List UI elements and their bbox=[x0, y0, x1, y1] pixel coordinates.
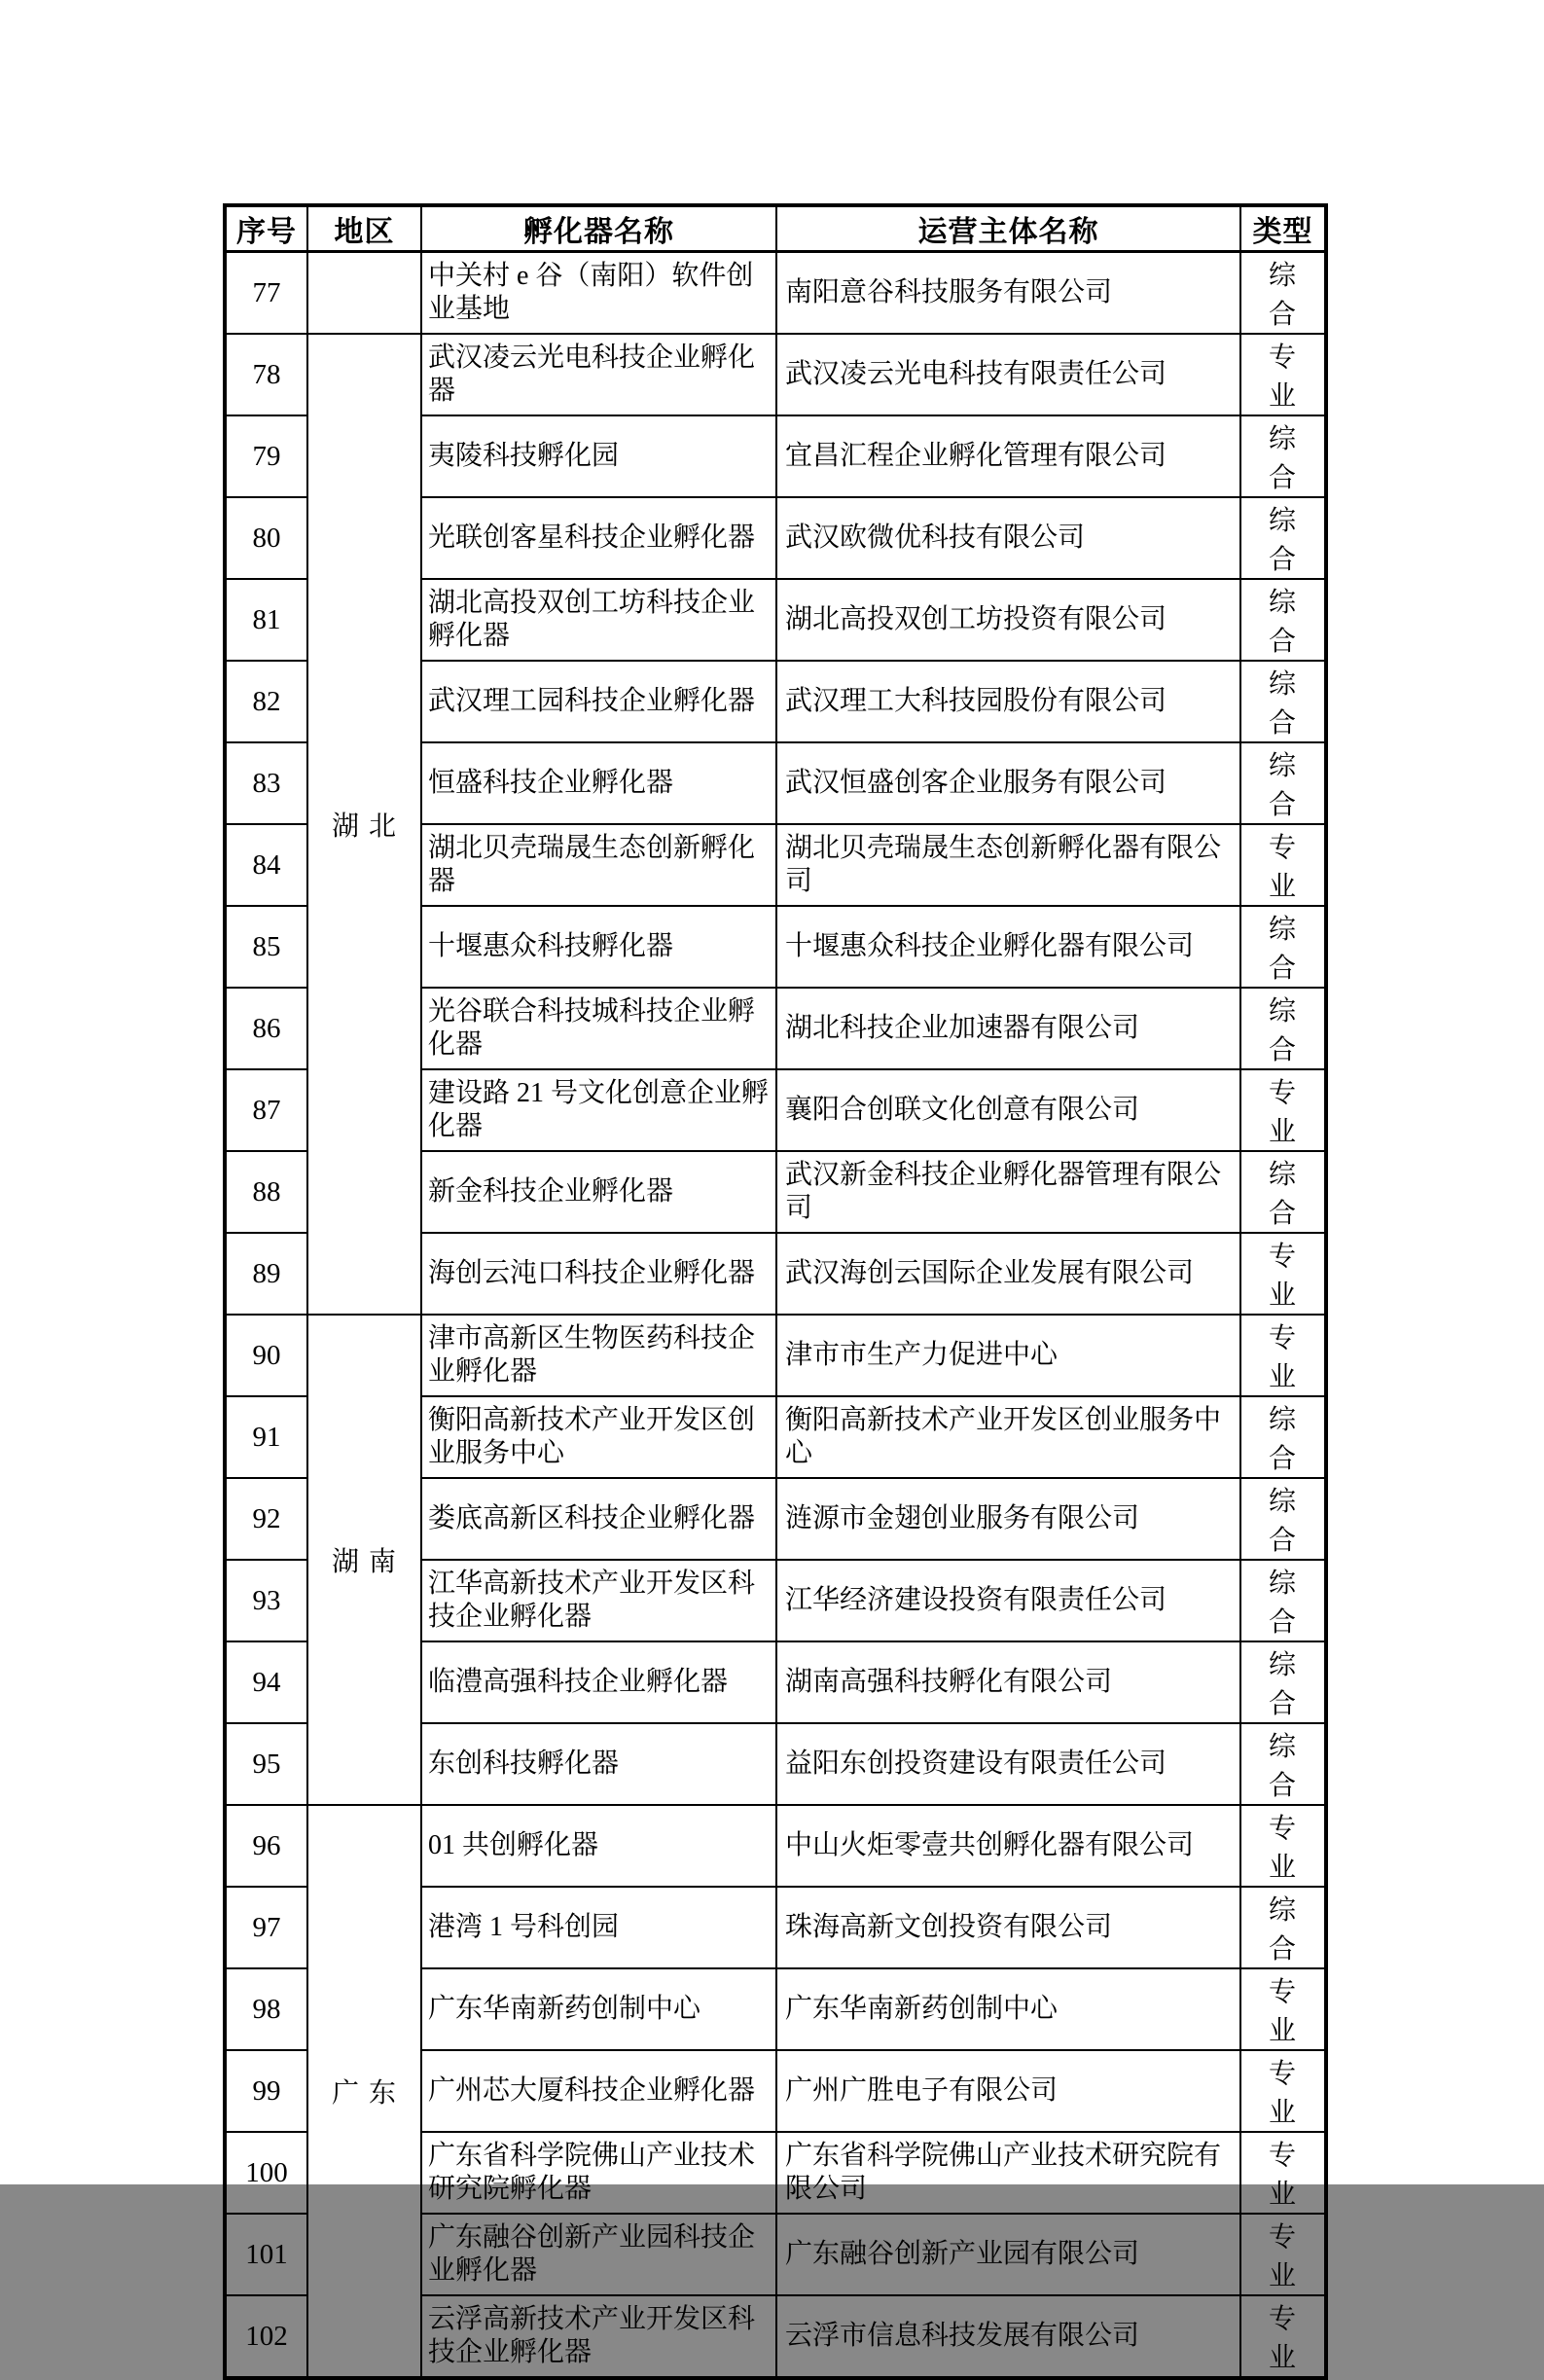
operator-name: 广东省科学院佛山产业技术研究院有限公司 bbox=[776, 2132, 1240, 2214]
row-number: 91 bbox=[225, 1396, 307, 1478]
incubator-type: 综合 bbox=[1240, 1560, 1326, 1641]
header-row bbox=[225, 205, 1326, 252]
table-body bbox=[225, 252, 1326, 2379]
incubator-type: 综合 bbox=[1240, 742, 1326, 824]
row-number: 95 bbox=[225, 1723, 307, 1805]
row-number: 78 bbox=[225, 334, 307, 415]
header-region: 地区 bbox=[307, 205, 421, 252]
row-number: 94 bbox=[225, 1641, 307, 1723]
incubator-type: 综合 bbox=[1240, 1887, 1326, 1968]
incubator-type: 综合 bbox=[1240, 1151, 1326, 1233]
operator-name: 南阳意谷科技服务有限公司 bbox=[776, 252, 1240, 335]
incubator-type: 专业 bbox=[1240, 2214, 1326, 2295]
incubator-type: 专业 bbox=[1240, 2050, 1326, 2132]
incubator-type: 综合 bbox=[1240, 497, 1326, 579]
operator-name: 津市市生产力促进中心 bbox=[776, 1315, 1240, 1396]
incubator-name: 港湾 1 号科创园 bbox=[421, 1887, 776, 1968]
row-number: 83 bbox=[225, 742, 307, 824]
incubator-type: 综合 bbox=[1240, 1396, 1326, 1478]
operator-name: 广州广胜电子有限公司 bbox=[776, 2050, 1240, 2132]
incubator-type: 专业 bbox=[1240, 334, 1326, 415]
operator-name: 湖北贝壳瑞晟生态创新孵化器有限公司 bbox=[776, 824, 1240, 906]
incubator-type: 综合 bbox=[1240, 415, 1326, 497]
operator-name: 襄阳合创联文化创意有限公司 bbox=[776, 1069, 1240, 1151]
operator-name: 十堰惠众科技企业孵化器有限公司 bbox=[776, 906, 1240, 988]
operator-name: 珠海高新文创投资有限公司 bbox=[776, 1887, 1240, 1968]
table-row bbox=[225, 334, 1326, 415]
row-number: 82 bbox=[225, 661, 307, 742]
incubator-name: 建设路 21 号文化创意企业孵化器 bbox=[421, 1069, 776, 1151]
incubator-type: 综合 bbox=[1240, 579, 1326, 661]
incubator-name: 中关村 e 谷（南阳）软件创业基地 bbox=[421, 252, 776, 335]
row-number: 86 bbox=[225, 988, 307, 1069]
row-number: 102 bbox=[225, 2295, 307, 2378]
row-number: 79 bbox=[225, 415, 307, 497]
table-row bbox=[225, 1315, 1326, 1396]
incubator-table bbox=[223, 203, 1328, 2380]
row-number: 100 bbox=[225, 2132, 307, 2214]
operator-name: 益阳东创投资建设有限责任公司 bbox=[776, 1723, 1240, 1805]
incubator-name: 武汉理工园科技企业孵化器 bbox=[421, 661, 776, 742]
operator-name: 武汉海创云国际企业发展有限公司 bbox=[776, 1233, 1240, 1315]
header-incubator-name: 孵化器名称 bbox=[421, 205, 776, 252]
row-number: 88 bbox=[225, 1151, 307, 1233]
operator-name: 江华经济建设投资有限责任公司 bbox=[776, 1560, 1240, 1641]
incubator-type: 综合 bbox=[1240, 1478, 1326, 1560]
incubator-name: 湖北贝壳瑞晟生态创新孵化器 bbox=[421, 824, 776, 906]
operator-name: 武汉欧微优科技有限公司 bbox=[776, 497, 1240, 579]
row-number: 89 bbox=[225, 1233, 307, 1315]
region-cell-empty bbox=[307, 252, 421, 335]
incubator-type: 综合 bbox=[1240, 906, 1326, 988]
region-cell-hubei: 湖北 bbox=[307, 334, 421, 1315]
header-type: 类型 bbox=[1240, 205, 1326, 252]
incubator-name: 光联创客星科技企业孵化器 bbox=[421, 497, 776, 579]
incubator-name: 广东华南新药创制中心 bbox=[421, 1968, 776, 2050]
row-number: 92 bbox=[225, 1478, 307, 1560]
row-number: 98 bbox=[225, 1968, 307, 2050]
incubator-type: 专业 bbox=[1240, 1805, 1326, 1887]
row-number: 85 bbox=[225, 906, 307, 988]
incubator-name: 恒盛科技企业孵化器 bbox=[421, 742, 776, 824]
incubator-name: 广东省科学院佛山产业技术研究院孵化器 bbox=[421, 2132, 776, 2214]
incubator-type: 综合 bbox=[1240, 988, 1326, 1069]
row-number: 101 bbox=[225, 2214, 307, 2295]
region-cell-guangdong: 广东 bbox=[307, 1805, 421, 2378]
table-row bbox=[225, 252, 1326, 335]
operator-name: 湖北高投双创工坊投资有限公司 bbox=[776, 579, 1240, 661]
incubator-name: 娄底高新区科技企业孵化器 bbox=[421, 1478, 776, 1560]
operator-name: 湖南高强科技孵化有限公司 bbox=[776, 1641, 1240, 1723]
incubator-name: 云浮高新技术产业开发区科技企业孵化器 bbox=[421, 2295, 776, 2378]
operator-name: 湖北科技企业加速器有限公司 bbox=[776, 988, 1240, 1069]
incubator-name: 01 共创孵化器 bbox=[421, 1805, 776, 1887]
operator-name: 武汉恒盛创客企业服务有限公司 bbox=[776, 742, 1240, 824]
incubator-name: 湖北高投双创工坊科技企业孵化器 bbox=[421, 579, 776, 661]
incubator-name: 临澧高强科技企业孵化器 bbox=[421, 1641, 776, 1723]
row-number: 87 bbox=[225, 1069, 307, 1151]
operator-name: 武汉理工大科技园股份有限公司 bbox=[776, 661, 1240, 742]
incubator-type: 综合 bbox=[1240, 1723, 1326, 1805]
incubator-name: 十堰惠众科技孵化器 bbox=[421, 906, 776, 988]
header-serial-number: 序号 bbox=[225, 205, 307, 252]
incubator-name: 津市高新区生物医药科技企业孵化器 bbox=[421, 1315, 776, 1396]
row-number: 99 bbox=[225, 2050, 307, 2132]
incubator-name: 江华高新技术产业开发区科技企业孵化器 bbox=[421, 1560, 776, 1641]
incubator-type: 专业 bbox=[1240, 1069, 1326, 1151]
row-number: 80 bbox=[225, 497, 307, 579]
operator-name: 云浮市信息科技发展有限公司 bbox=[776, 2295, 1240, 2378]
incubator-name: 光谷联合科技城科技企业孵化器 bbox=[421, 988, 776, 1069]
incubator-name: 广州芯大厦科技企业孵化器 bbox=[421, 2050, 776, 2132]
operator-name: 武汉新金科技企业孵化器管理有限公司 bbox=[776, 1151, 1240, 1233]
incubator-type: 专业 bbox=[1240, 2132, 1326, 2214]
incubator-type: 专业 bbox=[1240, 1233, 1326, 1315]
table-header bbox=[225, 205, 1326, 252]
row-number: 90 bbox=[225, 1315, 307, 1396]
incubator-name: 新金科技企业孵化器 bbox=[421, 1151, 776, 1233]
operator-name: 涟源市金翅创业服务有限公司 bbox=[776, 1478, 1240, 1560]
operator-name: 中山火炬零壹共创孵化器有限公司 bbox=[776, 1805, 1240, 1887]
incubator-name: 衡阳高新技术产业开发区创业服务中心 bbox=[421, 1396, 776, 1478]
incubator-name: 东创科技孵化器 bbox=[421, 1723, 776, 1805]
incubator-name: 夷陵科技孵化园 bbox=[421, 415, 776, 497]
region-cell-hunan: 湖南 bbox=[307, 1315, 421, 1805]
operator-name: 广东华南新药创制中心 bbox=[776, 1968, 1240, 2050]
operator-name: 武汉凌云光电科技有限责任公司 bbox=[776, 334, 1240, 415]
row-number: 81 bbox=[225, 579, 307, 661]
incubator-type: 专业 bbox=[1240, 2295, 1326, 2378]
incubator-name: 海创云沌口科技企业孵化器 bbox=[421, 1233, 776, 1315]
header-operator-name: 运营主体名称 bbox=[776, 205, 1240, 252]
incubator-name: 武汉凌云光电科技企业孵化器 bbox=[421, 334, 776, 415]
incubator-name: 广东融谷创新产业园科技企业孵化器 bbox=[421, 2214, 776, 2295]
incubator-type: 综合 bbox=[1240, 1641, 1326, 1723]
operator-name: 广东融谷创新产业园有限公司 bbox=[776, 2214, 1240, 2295]
row-number: 93 bbox=[225, 1560, 307, 1641]
table-row bbox=[225, 1805, 1326, 1887]
row-number: 84 bbox=[225, 824, 307, 906]
operator-name: 衡阳高新技术产业开发区创业服务中心 bbox=[776, 1396, 1240, 1478]
operator-name: 宜昌汇程企业孵化管理有限公司 bbox=[776, 415, 1240, 497]
incubator-type: 专业 bbox=[1240, 1315, 1326, 1396]
incubator-type: 综合 bbox=[1240, 661, 1326, 742]
row-number: 77 bbox=[225, 252, 307, 335]
row-number: 96 bbox=[225, 1805, 307, 1887]
incubator-type: 专业 bbox=[1240, 1968, 1326, 2050]
incubator-type: 专业 bbox=[1240, 824, 1326, 906]
incubator-type: 综合 bbox=[1240, 252, 1326, 335]
row-number: 97 bbox=[225, 1887, 307, 1968]
